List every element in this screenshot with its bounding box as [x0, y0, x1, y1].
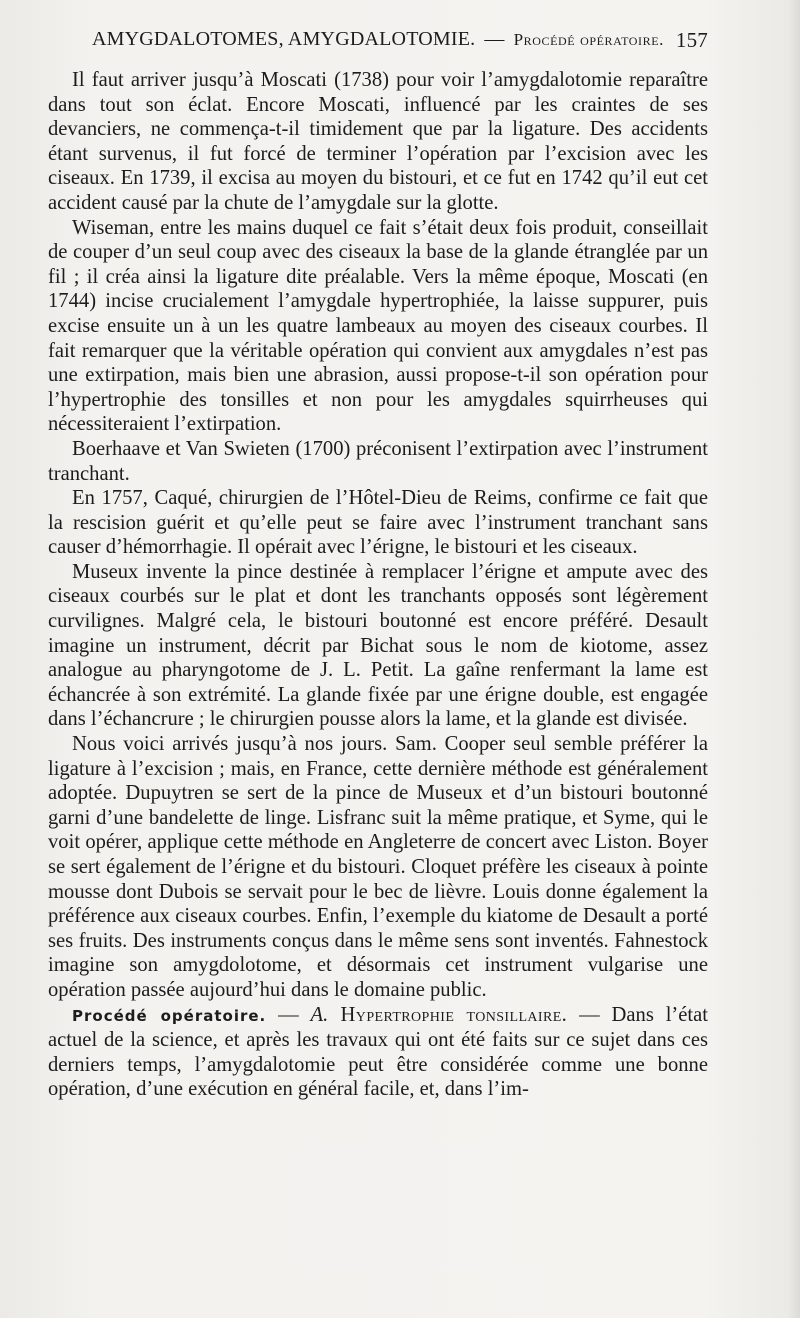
paragraph-boerhaave: Boerhaave et Van Swieten (1700) préconisent l’extirpation avec l’instrument tranchant. [48, 437, 708, 485]
section-text: Dans l’état actuel de la science, et après les travaux qui ont été faits sur ce sujet dans ces derniers temps, l’amygdalotomie peut être considérée comme une bonne opération, d’une exécution en général facile, et, dans l’im- [48, 1003, 709, 1101]
running-header [48, 28, 708, 62]
section-dash-2: — [567, 1003, 612, 1026]
header-title: AMYGDALOTOMES, AMYGDALOTOMIE. [91, 28, 476, 50]
header-dash: — [484, 28, 505, 50]
section-letter: A. [310, 1003, 329, 1026]
page-body [48, 68, 708, 1102]
paragraph-moscati: Il faut arriver jusqu’à Moscati (1738) pour voir l’amygdalotomie reparaître dans tout son éclat. Encore Moscati, influencé par les craintes de ses devanciers, ne commença-t-il timidement que par la ligature. Des accidents étant survenus, il fut forcé de terminer l’opération par l’excision avec les ciseaux. En 1739, il excisa au moyen du bistouri, et ce fut en 1742 qu’il eut cet accident causé par la chute de l’amygdale sur la glotte. [48, 69, 708, 214]
header-subtitle: Procédé opératoire. [513, 30, 665, 49]
page-edge-shadow [788, 0, 800, 1318]
section-lead: Procédé opératoire. [72, 1006, 267, 1025]
paragraph-caque: En 1757, Caqué, chirurgien de l’Hôtel-Dieu de Reims, confirme ce fait que la rescision guérit et qu’elle peut se faire avec l’instrument tranchant sans causer d’hémorrhagie. Il opérait avec l’érigne, le bistouri et les ciseaux. [48, 487, 708, 559]
paragraph-wiseman: Wiseman, entre les mains duquel ce fait s’était deux fois produit, conseillait de couper d’un seul coup avec des ciseaux la base de la glande étranglée par un fil ; il créa ainsi la ligature dite préalable. Vers la même époque, Moscati (en 1744) incise crucialement l’amygdale hypertrophiée, la laisse suppurer, puis excise ensuite un à un les quatre lambeaux au moyen des ciseaux courbes. Il fait remarquer que la véritable opération qui convient aux amygdales n’est pas une extirpation, mais bien une abrasion, aussi propose-t-il son opération pour l’hypertrophie des tonsilles et non pour les amygdales squirrheuses qui nécessiteraient l’extirpation. [48, 216, 708, 436]
page-number: 157 [675, 28, 708, 52]
paragraph-museux: Museux invente la pince destinée à remplacer l’érigne et ampute avec des ciseaux courbés sur le plat et dont les tranchants opposés sont légèrement curvilignes. Malgré cela, le bistouri boutonné est encore préféré. Desault imagine un instrument, décrit par Bichat sous le nom de kiotome, assez analogue au pharyngotome de J. L. Petit. La gaîne renfermant la lame est échancrée à son extrémité. La glande fixée par une érigne double, est engagée dans l’échancrure ; le chirurgien pousse alors la lame, et la glande est divisée. [48, 560, 708, 731]
paragraph-procede [48, 1003, 708, 1102]
section-dash-1: — [266, 1003, 311, 1026]
section-heading: Hypertrophie tonsillaire. [328, 1003, 568, 1026]
paragraph-modern: Nous voici arrivés jusqu’à nos jours. Sam. Cooper seul semble préférer la ligature à l’excision ; mais, en France, cette dernière méthode est généralement adoptée. Dupuytren se sert de la pince de Museux et d’un bistouri boutonné garni d’une bandelette de linge. Lisfranc suit la même pratique, et Syme, qui le voit opérer, applique cette méthode en Angleterre de concert avec Liston. Boyer se sert également de l’érigne et du bistouri. Cloquet préfère les ciseaux à pointe mousse dont Dubois se servait pour le bec de lièvre. Louis donne également la préférence aux ciseaux courbes. Enfin, l’exemple du kiatome de Desault a porté ses fruits. Des instruments conçus dans le même sens sont inventés. Fahnestock imagine son amygdolotome, et désormais cet instrument vulgarise une opération passée aujourd’hui dans le domaine public. [48, 733, 708, 1001]
